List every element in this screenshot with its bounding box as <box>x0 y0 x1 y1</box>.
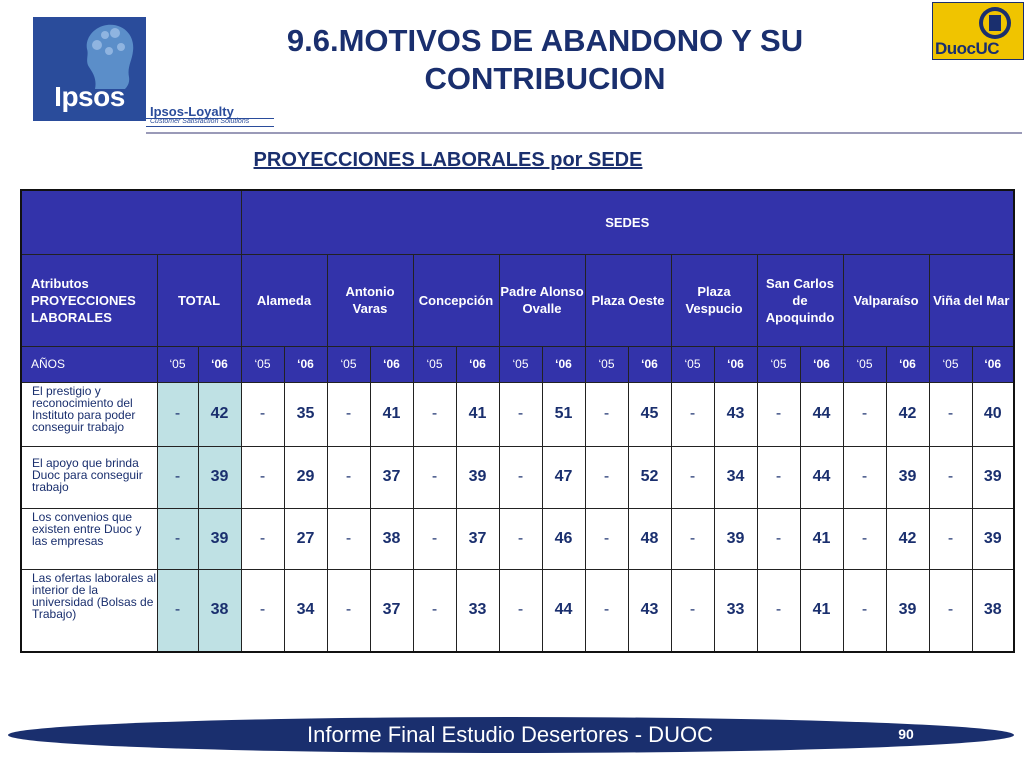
value-05: - <box>671 569 714 652</box>
value-06: 47 <box>542 446 585 508</box>
value-06: 34 <box>284 569 327 652</box>
value-05: - <box>585 508 628 569</box>
page-number: 90 <box>898 726 914 742</box>
value-06: 48 <box>628 508 671 569</box>
sede-header: Plaza Oeste <box>585 254 671 346</box>
value-05: - <box>585 569 628 652</box>
value-06: 39 <box>198 508 241 569</box>
ipsos-brand-text: Ipsos <box>54 81 125 112</box>
value-05: - <box>499 446 542 508</box>
results-table <box>20 189 1015 653</box>
value-05: - <box>585 446 628 508</box>
value-06: 43 <box>714 382 757 446</box>
years-label: AÑOS <box>21 346 157 382</box>
value-05: - <box>757 382 800 446</box>
year-06: ‘06 <box>370 346 413 382</box>
ipsos-logo <box>33 17 146 121</box>
value-06: 39 <box>198 446 241 508</box>
value-06: 37 <box>370 446 413 508</box>
value-06: 39 <box>972 446 1014 508</box>
sedes-header-row <box>21 190 1014 254</box>
value-06: 52 <box>628 446 671 508</box>
value-06: 39 <box>886 569 929 652</box>
value-06: 44 <box>800 382 843 446</box>
value-06: 41 <box>456 382 499 446</box>
value-05: - <box>843 569 886 652</box>
year-05: ‘05 <box>499 346 542 382</box>
year-05: ‘05 <box>413 346 456 382</box>
column-header-row <box>21 254 1014 346</box>
attribute-label: Las ofertas laborales al interior de la universidad (Bolsas de Trabajo) <box>21 569 157 652</box>
value-05: - <box>327 569 370 652</box>
value-05: - <box>671 382 714 446</box>
value-06: 45 <box>628 382 671 446</box>
value-06: 33 <box>714 569 757 652</box>
year-06: ‘06 <box>456 346 499 382</box>
value-05: - <box>499 382 542 446</box>
value-06: 27 <box>284 508 327 569</box>
table-row <box>21 446 1014 508</box>
value-05: - <box>929 569 972 652</box>
value-06: 51 <box>542 382 585 446</box>
value-05: - <box>843 446 886 508</box>
value-05: - <box>843 382 886 446</box>
table-row <box>21 569 1014 652</box>
year-05: ‘05 <box>241 346 284 382</box>
sede-header: Antonio Varas <box>327 254 413 346</box>
value-05: - <box>241 446 284 508</box>
year-06: ‘06 <box>886 346 929 382</box>
attribute-label: El apoyo que brinda Duoc para conseguir trabajo <box>21 446 157 508</box>
value-05: - <box>843 508 886 569</box>
value-05: - <box>929 446 972 508</box>
year-06: ‘06 <box>972 346 1014 382</box>
value-06: 41 <box>800 508 843 569</box>
table-row <box>21 508 1014 569</box>
value-05: - <box>671 446 714 508</box>
value-05: - <box>757 446 800 508</box>
value-05: - <box>327 446 370 508</box>
value-05: - <box>327 508 370 569</box>
value-06: 41 <box>800 569 843 652</box>
sede-header: Viña del Mar <box>929 254 1014 346</box>
value-05: - <box>327 382 370 446</box>
corner-cell <box>21 190 241 254</box>
duoc-logo <box>932 2 1024 60</box>
footer-text: Informe Final Estudio Desertores - DUOC <box>307 722 713 747</box>
value-05: - <box>929 382 972 446</box>
value-06: 39 <box>456 446 499 508</box>
value-06: 44 <box>542 569 585 652</box>
year-05: ‘05 <box>929 346 972 382</box>
year-05: ‘05 <box>757 346 800 382</box>
value-06: 42 <box>886 382 929 446</box>
value-06: 38 <box>370 508 413 569</box>
total-header: TOTAL <box>157 254 241 346</box>
value-05: - <box>241 508 284 569</box>
sede-header: Concepción <box>413 254 499 346</box>
value-06: 42 <box>198 382 241 446</box>
year-06: ‘06 <box>628 346 671 382</box>
value-06: 44 <box>800 446 843 508</box>
value-06: 39 <box>886 446 929 508</box>
attribute-label: El prestigio y reconocimiento del Instituto para poder conseguir trabajo <box>21 382 157 446</box>
ipsos-loyalty-text: Ipsos-Loyalty <box>150 104 234 119</box>
value-05: - <box>241 382 284 446</box>
sede-header: Alameda <box>241 254 327 346</box>
title-divider <box>146 132 1022 134</box>
sedes-header: SEDES <box>241 190 1014 254</box>
value-05: - <box>671 508 714 569</box>
value-06: 39 <box>972 508 1014 569</box>
value-06: 35 <box>284 382 327 446</box>
year-06: ‘06 <box>284 346 327 382</box>
value-06: 46 <box>542 508 585 569</box>
value-05: - <box>585 382 628 446</box>
value-05: - <box>757 508 800 569</box>
sede-header: Plaza Vespucio <box>671 254 757 346</box>
duoc-logo-text: DuocUC <box>935 39 1000 58</box>
value-05: - <box>929 508 972 569</box>
value-06: 33 <box>456 569 499 652</box>
value-05: - <box>499 508 542 569</box>
year-06: ‘06 <box>198 346 241 382</box>
value-06: 42 <box>886 508 929 569</box>
sede-header: Valparaíso <box>843 254 929 346</box>
value-06: 40 <box>972 382 1014 446</box>
table-row <box>21 382 1014 446</box>
value-06: 43 <box>628 569 671 652</box>
value-05: - <box>157 569 198 652</box>
value-06: 37 <box>456 508 499 569</box>
value-06: 41 <box>370 382 413 446</box>
ipsos-tagline: Customer Satisfaction Solutions <box>150 118 250 125</box>
value-05: - <box>413 508 456 569</box>
crest-icon <box>975 5 1015 41</box>
attr-header: Atributos PROYECCIONES LABORALES <box>21 254 157 346</box>
value-05: - <box>157 446 198 508</box>
sede-header: Padre Alonso Ovalle <box>499 254 585 346</box>
value-05: - <box>413 569 456 652</box>
value-05: - <box>157 382 198 446</box>
year-05: ‘05 <box>585 346 628 382</box>
value-06: 37 <box>370 569 413 652</box>
value-05: - <box>241 569 284 652</box>
value-06: 38 <box>972 569 1014 652</box>
year-06: ‘06 <box>714 346 757 382</box>
value-05: - <box>157 508 198 569</box>
years-row <box>21 346 1014 382</box>
attribute-label: Los convenios que existen entre Duoc y las empresas <box>21 508 157 569</box>
year-05: ‘05 <box>671 346 714 382</box>
value-06: 39 <box>714 508 757 569</box>
year-05: ‘05 <box>327 346 370 382</box>
table-subtitle: PROYECCIONES LABORALES por SEDE <box>253 149 643 171</box>
year-05: ‘05 <box>843 346 886 382</box>
year-06: ‘06 <box>542 346 585 382</box>
page-title: 9.6.MOTIVOS DE ABANDONO Y SU CONTRIBUCION <box>286 23 804 96</box>
value-05: - <box>413 446 456 508</box>
value-05: - <box>413 382 456 446</box>
sede-header: San Carlos de Apoquindo <box>757 254 843 346</box>
value-05: - <box>757 569 800 652</box>
value-06: 29 <box>284 446 327 508</box>
value-06: 34 <box>714 446 757 508</box>
year-06: ‘06 <box>800 346 843 382</box>
year-05: ‘05 <box>157 346 198 382</box>
value-05: - <box>499 569 542 652</box>
value-06: 38 <box>198 569 241 652</box>
logo-rule <box>146 126 274 127</box>
